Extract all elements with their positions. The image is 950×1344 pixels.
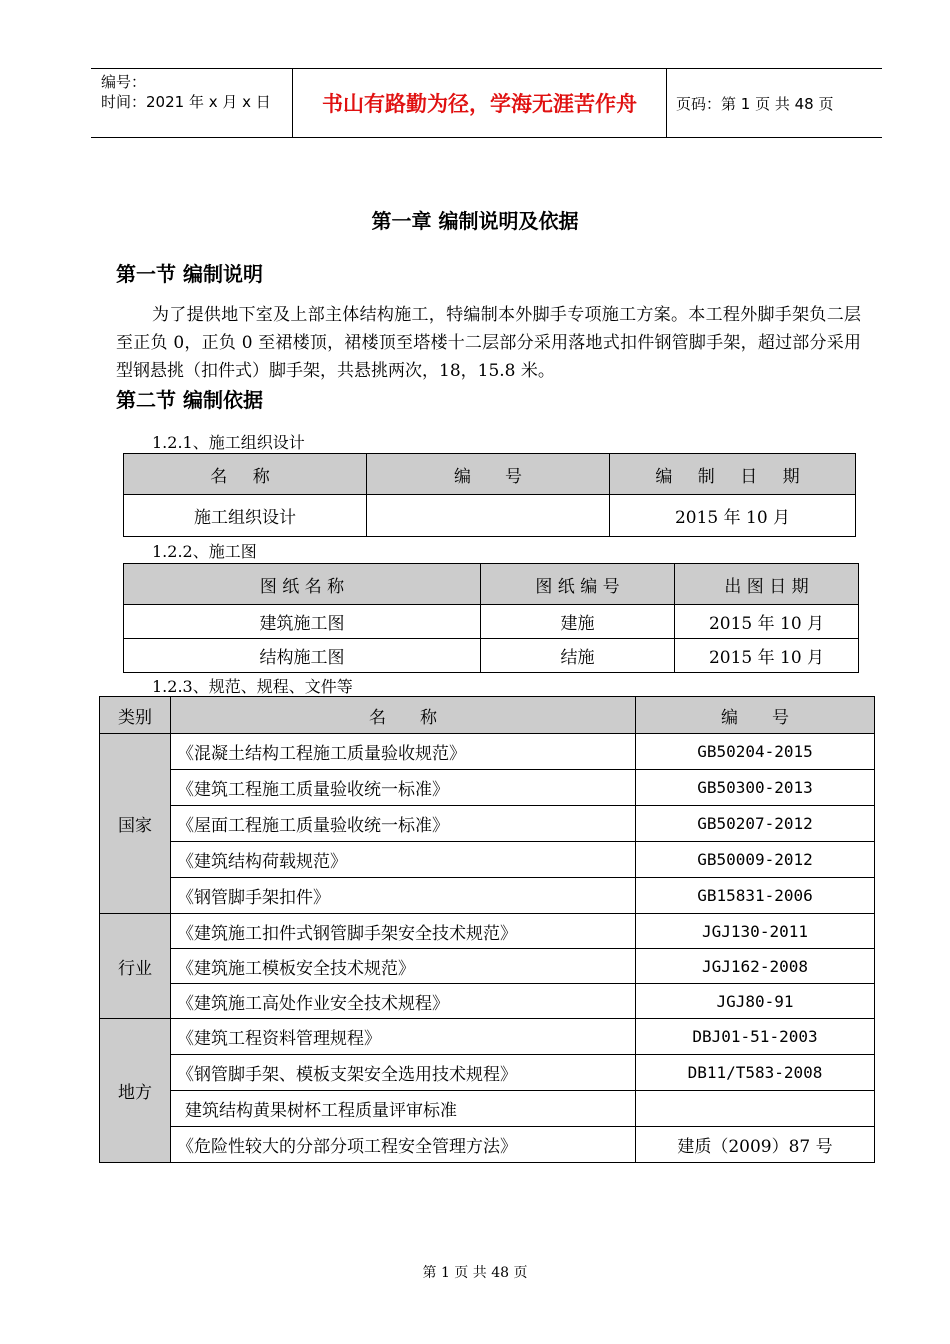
table-row [124, 639, 859, 673]
table-header: 类别 [100, 697, 171, 734]
table-header: 出 图 日 期 [675, 564, 859, 605]
standard-name: 《建筑施工高处作业安全技术规程》 [171, 984, 636, 1019]
table-cell: 建筑施工图 [124, 605, 481, 639]
number-label: 编号： [101, 73, 147, 91]
standard-code: JGJ80-91 [636, 984, 875, 1019]
standard-code: 建质（2009）87 号 [636, 1127, 875, 1163]
section-title-1: 第一节 编制说明 [116, 262, 263, 286]
table-row [100, 878, 875, 914]
chapter-title: 第一章 编制说明及依据 [371, 209, 579, 233]
table-row [100, 734, 875, 770]
header-page-info: 页码：第 1 页 共 48 页 [676, 94, 834, 113]
page-footer: 第 1 页 共 48 页 [422, 1265, 528, 1281]
header-motto: 书山有路勤为径，学海无涯苦作舟 [322, 92, 637, 116]
table-header: 图 纸 名 称 [124, 564, 481, 605]
table-header: 图 纸 编 号 [481, 564, 675, 605]
standard-name: 《钢管脚手架扣件》 [171, 878, 636, 914]
standard-name: 《钢管脚手架、模板支架安全选用技术规程》 [171, 1055, 636, 1091]
page-header [91, 68, 882, 138]
table-row [124, 605, 859, 639]
standard-name: 《混凝土结构工程施工质量验收规范》 [171, 734, 636, 770]
standard-name: 建筑结构黄果树杯工程质量评审标准 [171, 1091, 636, 1127]
table-header: 编 号 [367, 454, 610, 495]
table-cell: 结构施工图 [124, 639, 481, 673]
standard-name: 《建筑施工扣件式钢管脚手架安全技术规范》 [171, 914, 636, 949]
table-cell: 2015 年 10 月 [610, 495, 856, 537]
standard-code: GB50009-2012 [636, 842, 875, 878]
table-row [100, 984, 875, 1019]
table-row [100, 842, 875, 878]
table-cell [367, 495, 610, 537]
standard-code: JGJ130-2011 [636, 914, 875, 949]
section-title-2: 第二节 编制依据 [116, 388, 263, 412]
table-row [124, 495, 856, 537]
table-row [100, 1019, 875, 1055]
table-header: 编 制 日 期 [610, 454, 856, 495]
subsection-label-3: 1.2.3、规范、规程、文件等 [152, 677, 353, 696]
section-1-paragraph: 为了提供地下室及上部主体结构施工，特编制本外脚手专项施工方案。本工程外脚手架负二层至正负 0，正负 0 至裙楼顶，裙楼顶至塔楼十二层部分采用落地式扣件钢管脚手架，超过部分采用型钢悬挑（扣件式）脚手架，共悬挑两次，18，15.8 米。 [116, 305, 861, 381]
table-row [100, 1091, 875, 1127]
standard-code: JGJ162-2008 [636, 949, 875, 984]
table-cell: 施工组织设计 [124, 495, 367, 537]
table-row [100, 1127, 875, 1163]
header-meta [101, 72, 271, 112]
table-row [100, 806, 875, 842]
category-cell: 地方 [100, 1019, 171, 1163]
subsection-label-1: 1.2.1、施工组织设计 [152, 433, 305, 452]
subsection-label-2: 1.2.2、施工图 [152, 542, 257, 561]
standards-table [99, 696, 875, 1163]
header-divider [666, 69, 667, 137]
standard-name: 《建筑工程资料管理规程》 [171, 1019, 636, 1055]
table-row [100, 770, 875, 806]
standard-code: GB50300-2013 [636, 770, 875, 806]
standard-code: GB50207-2012 [636, 806, 875, 842]
drawings-table [123, 563, 859, 673]
table-row [100, 949, 875, 984]
table-cell: 建施 [481, 605, 675, 639]
table-row [100, 1055, 875, 1091]
standard-code: DBJ01-51-2003 [636, 1019, 875, 1055]
standard-name: 《建筑施工模板安全技术规范》 [171, 949, 636, 984]
table-cell: 结施 [481, 639, 675, 673]
table-header: 名 称 [171, 697, 636, 734]
category-cell: 国家 [100, 734, 171, 914]
time-label: 时间：2021 年 x 月 x 日 [101, 93, 271, 111]
table-header: 编 号 [636, 697, 875, 734]
table-header: 名 称 [124, 454, 367, 495]
standard-code [636, 1091, 875, 1127]
table-row [100, 914, 875, 949]
standard-name: 《建筑工程施工质量验收统一标准》 [171, 770, 636, 806]
org-design-table [123, 453, 856, 537]
category-cell: 行业 [100, 914, 171, 1019]
table-cell: 2015 年 10 月 [675, 605, 859, 639]
table-cell: 2015 年 10 月 [675, 639, 859, 673]
standard-code: DB11/T583-2008 [636, 1055, 875, 1091]
standard-name: 《建筑结构荷载规范》 [171, 842, 636, 878]
standard-name: 《危险性较大的分部分项工程安全管理方法》 [171, 1127, 636, 1163]
standard-code: GB15831-2006 [636, 878, 875, 914]
standard-name: 《屋面工程施工质量验收统一标准》 [171, 806, 636, 842]
standard-code: GB50204-2015 [636, 734, 875, 770]
